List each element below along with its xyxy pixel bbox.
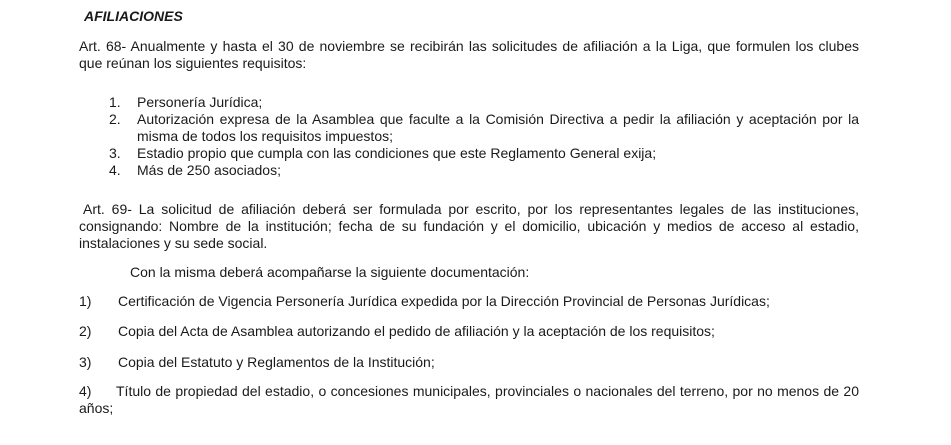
- document-item: [79, 383, 859, 417]
- document-item-number: 2): [79, 323, 92, 339]
- list-item: [79, 162, 859, 179]
- list-item-text: Autorización expresa de la Asamblea que faculte a la Comisión Directiva a pedir la afiliación y aceptación por la misma de todos los requisitos impuestos;: [137, 111, 859, 144]
- list-item-number: 2.: [109, 111, 121, 127]
- list-item-text: Estadio propio que cumpla con las condiciones que este Reglamento General exija;: [137, 145, 657, 161]
- requirements-list: [79, 94, 859, 179]
- document-item: [79, 323, 859, 340]
- article-68-paragraph: Art. 68- Anualmente y hasta el 30 de noviembre se recibirán las solicitudes de afiliación a la Liga, que formulen los clubes que reúnan los siguientes requisitos:: [79, 38, 859, 71]
- list-item-number: 3.: [109, 145, 121, 161]
- document-item-number: 1): [79, 293, 92, 309]
- document-item-text: Copia del Estatuto y Reglamentos de la Institución;: [118, 354, 435, 370]
- document-item-text: Certificación de Vigencia Personería Jurídica expedida por la Dirección Provincial de Personas Jurídicas;: [118, 293, 770, 309]
- list-item: [79, 145, 859, 162]
- list-item-number: 4.: [109, 162, 121, 178]
- document-item-number: 4): [79, 383, 92, 399]
- document-item: [79, 354, 859, 371]
- document-item-text: Título de propiedad del estadio, o concesiones municipales, provinciales o nacionales del terreno, por no menos de 20 años;: [79, 383, 859, 416]
- documentation-intro: Con la misma deberá acompañarse la siguiente documentación:: [130, 264, 530, 280]
- article-69-paragraph: Art. 69- La solicitud de afiliación deberá ser formulada por escrito, por los representantes legales de las instituciones, consignando: Nombre de la institución; fecha de su fundación y el domicilio, ubicación y medios de acceso al estadio, instalaciones y su sede social.: [79, 201, 859, 251]
- section-heading: AFILIACIONES: [84, 8, 183, 24]
- document-item-text: Copia del Acta de Asamblea autorizando el pedido de afiliación y la aceptación de los requisitos;: [118, 323, 715, 339]
- list-item-text: Más de 250 asociados;: [137, 162, 281, 178]
- list-item-text: Personería Jurídica;: [137, 94, 263, 110]
- document-item-number: 3): [79, 354, 92, 370]
- list-item: [79, 94, 859, 111]
- list-item-number: 1.: [109, 94, 121, 110]
- document-item: [79, 293, 859, 310]
- list-item: [79, 111, 859, 145]
